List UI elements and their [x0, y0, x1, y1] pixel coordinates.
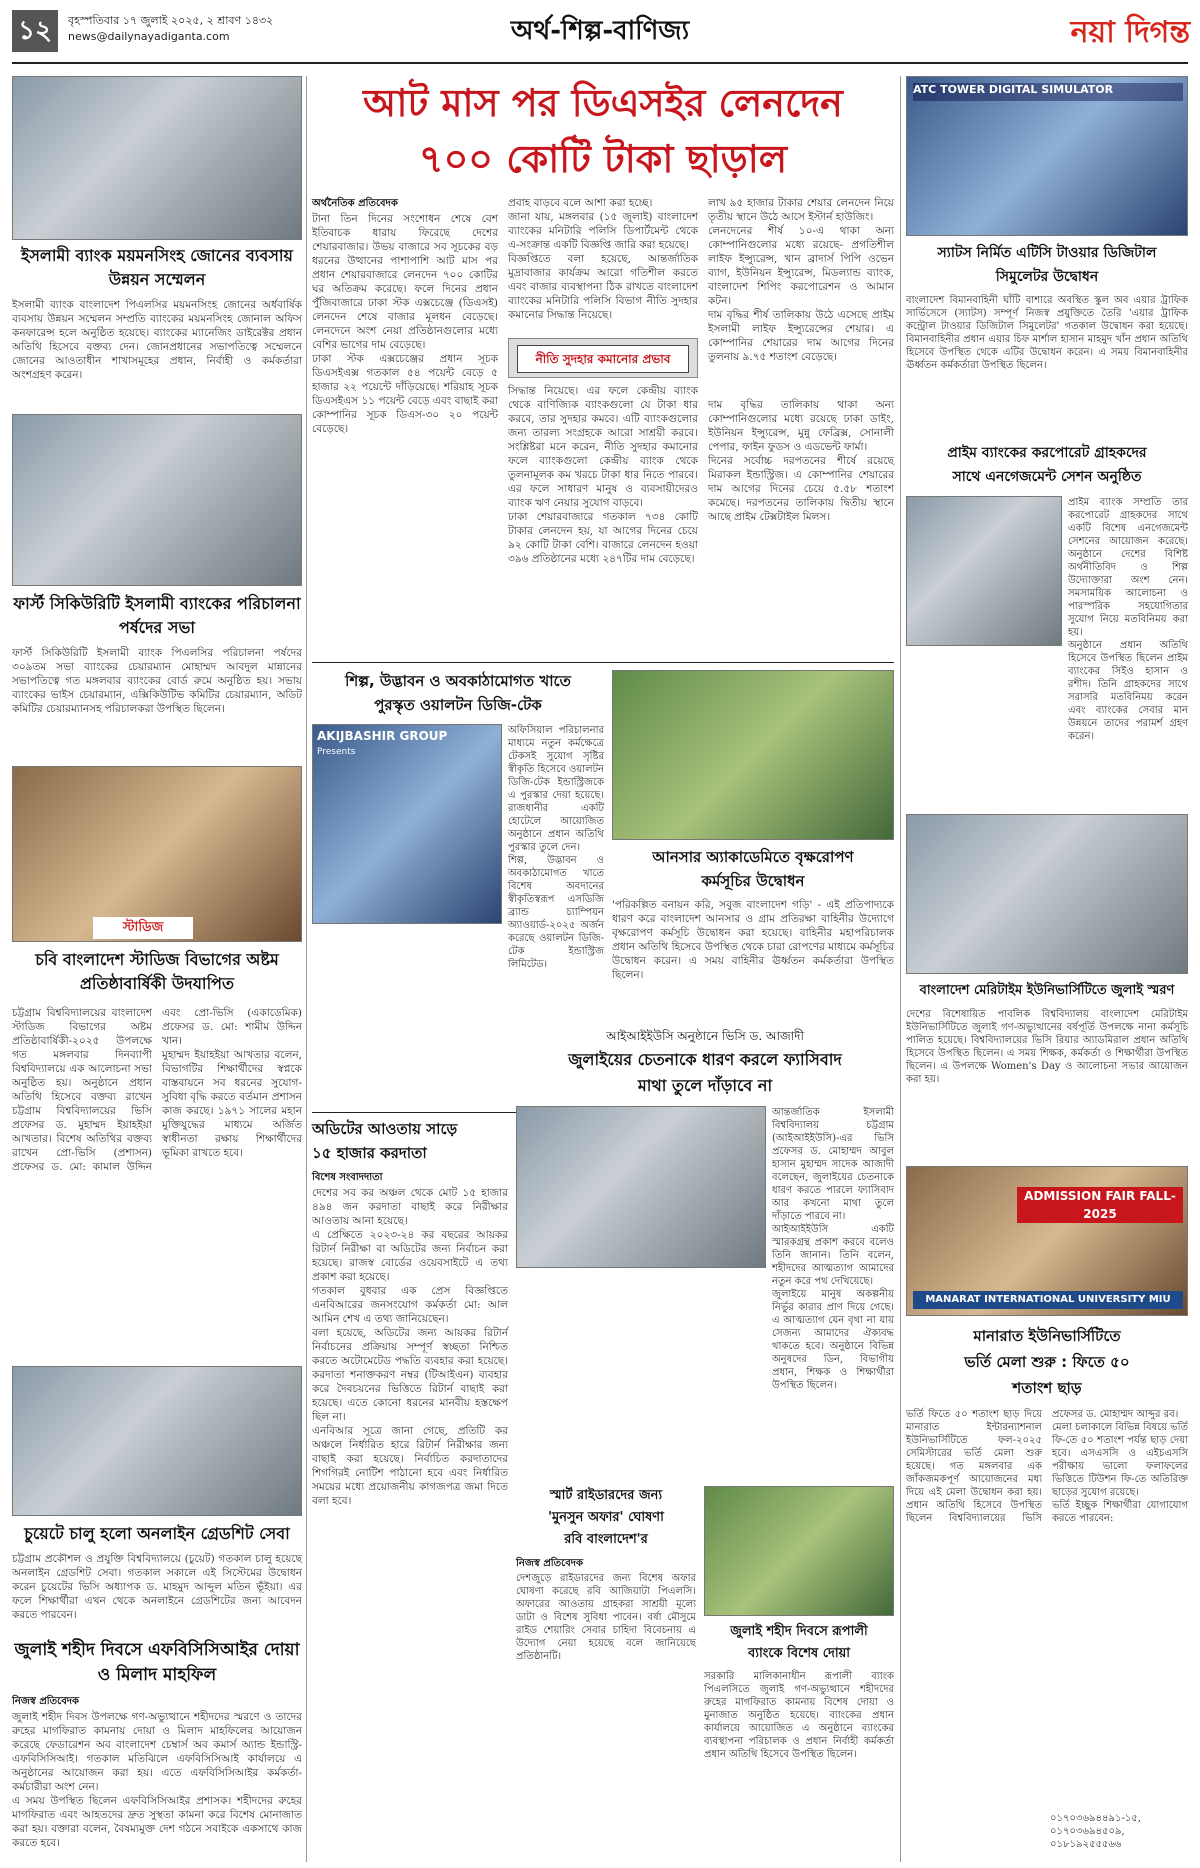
- iiuc-headline-2: মাথা তুলে দাঁড়াবে না: [637, 1076, 773, 1095]
- page-number-badge: [12, 10, 58, 52]
- ansar-story: [612, 670, 898, 1020]
- rupali-photo: [704, 1486, 894, 1616]
- robi-headline-2: 'মুনসুন অফার' ঘোষণা: [548, 1510, 664, 1525]
- iiuc-kicker: আইআইইউসি অনুষ্ঠানে ভিসি ড. আজাদী: [606, 1029, 804, 1043]
- robi-byline: নিজস্ব প্রতিবেদক: [516, 1558, 584, 1569]
- rupali-headline-2: ব্যাংকে বিশেষ দোয়া: [747, 1646, 851, 1661]
- vat-headline-2: ১৫ হাজার করদাতা: [312, 1144, 427, 1162]
- miu-headline-2: ভর্তি মেলা শুরু : ফিতে ৫০: [964, 1353, 1130, 1371]
- fbcci-text: জুলাই শহীদ দিবস উপলক্ষে গণ-অভ্যুত্থানে শহীদদের স্মরণে ও তাদের রুহের মাগফিরাত কামনায় দোয়া ও মিলাদ মাহফিলের আয়োজন করেছে ফেডারেশন অব বাংলাদেশ চেম্বার্স অব কমার্স অ্যান্ড ইন্ডাস্ট্রি-এফবিসিসিআই। গতকাল মতিঝিলে এফবিসিসিআই কার্যালয়ে এ অনুষ্ঠানের আয়োজন করা হয়। এতে এফবিসিসিআইর কর্মকর্তা-কর্মচারীরা অংশ নেন। এ সময় উপস্থিত ছিলেন এফবিসিসিআইর প্রশাসক। শহীদদের রুহের মাগফিরাত এবং আহতদের দ্রুত সুস্থতা কামনা করে বিশেষ মোনাজাত করা হয়। বক্তারা বলেন, বৈষম্যমুক্ত দেশ গঠনে সবাইকে একসাথে কাজ করতে হবে।: [12, 1711, 302, 1849]
- lead-col-2: প্রবাহ বাড়বে বলে আশা করা হচ্ছে। জানা যায়, মঙ্গলবার (১৫ জুলাই) বাংলাদেশ ব্যাংকের মনিটারি পলিসি ডিপার্টমেন্ট থেকে এ-সংক্রান্ত একটি বিজ্ঞপ্তি জারি করা হয়েছে। বিজ্ঞপ্তিতে বলা হয়েছে, আন্তর্জাতিক মুদ্রাবাজার কার্যক্রম আরো গতিশীল করতে এবং বাজার ব্যবস্থাপনা ঠিক রাখতে বাংলাদেশ ব্যাংকের মনিটারি পলিসি বিভাগ নীতি সুদহার কমানোর সিদ্ধান্ত নিয়েছে।: [508, 197, 698, 321]
- vat-story: [312, 1118, 508, 1862]
- lead-col-3b: দাম বৃদ্ধির তালিকায় থাকা অন্য কোম্পানিগুলোর মধ্যে রয়েছে ঢাকা ডাইং, ইউনিয়ন ইন্স্যুরেন্স, মুন্নু ফেব্রিক্স, সোনালী পেপার, ফাইন ফুডস ও এডভেন্ট ফার্মা। দিনের সর্বোচ্চ দরপতনের শীর্ষে রয়েছে মিরাকল ইন্ডাস্ট্রিজ। এ কোম্পানির শেয়ারের দাম আগের দিনের চেয়ে ৫.৫৮ শতাংশ কমেছে। দরপতনের তালিকায় দ্বিতীয় স্থানে আছে প্রাইম টেক্সটাইল মিলস।: [708, 399, 894, 523]
- fsib-text: ফার্স্ট সিকিউরিটি ইসলামী ব্যাংক পিএলসির পরিচালনা পর্ষদের ৩০৯তম সভা ব্যাংকের চেয়ারম্যান মোহাম্মদ আবদুল মান্নানের সভাপতিত্বে গত মঙ্গলবার ব্যাংকের বোর্ড রুমে অনুষ্ঠিত হয়। সভায় ব্যাংকের ভাইস চেয়ারম্যান, এক্সিকিউটিভ কমিটির চেয়ারম্যান, অডিট কমিটির চেয়ারম্যানসহ পরিচালকরা উপস্থিত ছিলেন।: [12, 647, 306, 715]
- atc-headline-2: সিমুলেটর উদ্বোধন: [995, 269, 1099, 285]
- rupali-text: সরকারি মালিকানাধীন রূপালী ব্যাংক পিএলসিতে জুলাই গণ-অভ্যুত্থানে শহীদদের রুহের মাগফিরাত কামনায় বিশেষ দোয়া ও মুনাজাত অনুষ্ঠিত হয়েছে। ব্যাংকের প্রধান কার্যালয়ে আয়োজিত এ অনুষ্ঠানে ব্যাংকের ব্যবস্থাপনা পরিচালক ও প্রধান নির্বাহী কর্মকর্তা প্রধান অতিথি হিসেবে উপস্থিত ছিলেন।: [704, 1671, 898, 1760]
- date-line: বৃহস্পতিবার ১৭ জুলাই ২০২৫, ২ শ্রাবণ ১৪৩২: [68, 14, 274, 27]
- bmu-text: দেশের বিশেষায়িত পাবলিক বিশ্ববিদ্যালয় বাংলাদেশ মেরিটাইম ইউনিভার্সিটিতে জুলাই গণ-অভ্যুত্থানের বর্ষপূর্তি উপলক্ষে নানা কর্মসূচি পালিত হয়েছে। বিশ্ববিদ্যালয়ের ভিসি রিয়ার অ্যাডমিরাল প্রধান অতিথি হিসেবে উপস্থিত ছিলেন। এ সময় শিক্ষক, কর্মকর্তা ও শিক্ষার্থীরা উপস্থিত ছিলেন। এ উপলক্ষে Women's Day ও আলোচনা সভার আয়োজন করা হয়।: [906, 1009, 1192, 1085]
- ansar-headline-2: কর্মসূচির উদ্বোধন: [701, 872, 805, 890]
- iiuc-text: আন্তর্জাতিক ইসলামী বিশ্ববিদ্যালয় চট্টগ্রাম (আইআইইউসি)-এর ভিসি প্রফেসর ড. মোহাম্মদ আবুল হাসান মুহাম্মদ সাদেক আজাদী বলেছেন, জুলাইয়ের চেতনাকে ধারণ করতে পারলে ফ্যাসিবাদ আর কখনো মাথা তুলে দাঁড়াতে পারবে না। আইআইইউসি একটি স্মারকগ্রন্থ প্রকাশ করবে বলেও তিনি জানান। তিনি বলেন, শহীদদের আত্মত্যাগ আমাদের নতুন করে পথ দেখিয়েছে। জুলাইয়ে মানুষ অকল্পনীয় নির্ভুর কারার প্রাণ দিয়ে গেছে। এ আত্মত্যাগ যেন বৃথা না যায় সেজন্য আমাদের ঐক্যবদ্ধ থাকতে হবে। অনুষ্ঠানে বিভিন্ন অনুষদের ডিন, বিভাগীয় প্রধান, শিক্ষক ও শিক্ষার্থীরা উপস্থিত ছিলেন।: [772, 1107, 894, 1391]
- islami-bank-headline: ইসলামী ব্যাংক ময়মনসিংহ জোনের ব্যবসায় উন্নয়ন সম্মেলন: [21, 246, 293, 289]
- miu-photo: [906, 1166, 1188, 1316]
- lead-headline-1: আট মাস পর ডিএসইর লেনদেন: [363, 81, 843, 125]
- robi-text: দেশজুড়ে রাইডারদের জন্য বিশেষ অফার ঘোষণা করেছে রবি আজিয়াটা পিএলসি। অফারের আওতায় গ্রাহকরা সাশ্রয়ী মূল্যে ডাটা ও বিশেষ সুবিধা পাবেন। বর্ষা মৌসুমে রাইড শেয়ারিং সেবার চাহিদা বিবেচনায় এ উদ্যোগ নেয়া হয়েছে বলে জানিয়েছে প্রতিষ্ঠানটি।: [516, 1573, 700, 1662]
- rupali-headline-1: জুলাই শহীদ দিবসে রূপালী: [730, 1624, 868, 1639]
- cu-studies-photo: [12, 766, 302, 942]
- vat-headline-1: অডিটের আওতায় সাড়ে: [312, 1120, 458, 1138]
- cuet-text: চট্টগ্রাম প্রকৌশল ও প্রযুক্তি বিশ্ববিদ্যালয়ে (চুয়েট) গতকাল চালু হয়েছে অনলাইন গ্রেডশিট সেবা। গতকাল সকালে এই সিস্টেমের উদ্বোধন করেন চুয়েটের ভিসি অধ্যাপক ড. মাহমুদ আব্দুল মতিন ভূঁইয়া। এর ফলে শিক্ষার্থীরা এখন থেকে অনলাইনে গ্রেডশিটের জন্য আবেদন করতে পারবেন।: [12, 1553, 306, 1621]
- lead-headline-2: ৭০০ কোটি টাকা ছাড়াল: [418, 137, 788, 181]
- lead-col-2b: সিদ্ধান্ত নিয়েছে। এর ফলে কেন্দ্রীয় ব্যাংক থেকে বাণিজ্যিক ব্যাংকগুলো যে টাকা ধার করবে, তার সুদহার কমবে। এটি ব্যাংকগুলোর জন্য তারল্য সংগ্রহকে আরো সাশ্রয়ী করবে। সংশ্লিষ্টরা মনে করেন, নীতি সুদহার কমানোর ফলে ব্যাংকগুলো কেন্দ্রীয় ব্যাংক থেকে তুলনামূলক কম খরচে টাকা ধার নিতে পারবে। এর ফলে সাধারণ মানুষ ও ব্যবসায়ীদেরও ব্যাংক ঋণ নেয়ার সুযোগ বাড়বে। ঢাকা শেয়ারবাজারে গতকাল ৭৩৪ কোটি টাকার লেনদেন হয়, যা আগের দিনের চেয়ে ৯২ কোটি টাকা বেশি। বাজারে লেনদেন হওয়া ৩৯৬ প্রতিষ্ঠানের মধ্যে ২৪৭টির দাম বেড়েছে।: [508, 385, 698, 565]
- miu-banner-sub: MANARAT INTERNATIONAL UNIVERSITY MIU: [913, 1291, 1183, 1309]
- cuet-photo: [12, 1366, 302, 1516]
- right-column: [906, 76, 1192, 1862]
- cu-studies-headline: চবি বাংলাদেশ স্টাডিজ বিভাগের অষ্টম প্রতিষ্ঠাবার্ষিকী উদযাপিত: [35, 950, 279, 993]
- ansar-headline-1: আনসার অ্যাকাডেমিতে বৃক্ষরোপণ: [652, 848, 854, 866]
- walton-headline-1: শিল্প, উদ্ভাবন ও অবকাঠামোগত খাতে: [345, 672, 571, 690]
- newspaper-logo: নয়া দিগন্ত: [1070, 15, 1190, 50]
- atc-headline-1: স্যাটস নির্মিত এটিসি টাওয়ার ডিজিটাল: [937, 245, 1157, 261]
- lead-box-title: নীতি সুদহার কমানোর প্রভাব: [517, 345, 689, 373]
- vat-text: দেশের সব কর অঞ্চল থেকে মোট ১৫ হাজার ৪৯৪ জন করদাতা বাছাই করে নিরীক্ষার আওতায় আনা হয়েছে। এ প্রেক্ষিতে ২০২৩-২৪ কর বছরের আয়কর রিটার্ন নিরীক্ষা বা অডিটের জন্য নির্বাচন করা হয়েছে। রাজস্ব বোর্ডের ওয়েবসাইটে এ তথ্য প্রকাশ করা হয়েছে। গতকাল বুধবার এক প্রেস বিজ্ঞপ্তিতে এনবিআরের জনসংযোগ কর্মকর্তা মো: আল আমিন শেখ এ তথ্য জানিয়েছেন। বলা হয়েছে, অডিটের জন্য আয়কর রিটার্ন নির্বাচনের প্রক্রিয়ায় সম্পূর্ণ স্বচ্ছতা নিশ্চিত করতে অটোমেটেড পদ্ধতি ব্যবহার করা হয়েছে। করদাতা শনাক্তকরণ নম্বর (টিআইএন) ব্যবহার করে দৈবচয়নের ভিত্তিতে রিটার্ন বাছাই করা হয়েছে। এতে কোনো ধরনের মানবীয় হস্তক্ষেপ ছিল না। এনবিআর সূত্রে জানা গেছে, প্রতিটি কর অঞ্চলে নির্ধারিত হারে রিটার্ন নিরীক্ষার জন্য বাছাই করা হয়েছে। নির্বাচিত করদাতাদের শিগগিরই নোটিশ পাঠানো হবে এবং নির্ধারিত সময়ের মধ্যে প্রয়োজনীয় কাগজপত্র জমা দিতে বলা হবে।: [312, 1187, 508, 1507]
- islami-bank-text: ইসলামী ব্যাংক বাংলাদেশ পিএলসির ময়মনসিংহ জোনের অর্ধবার্ষিক ব্যবসায় উন্নয়ন সম্মেলন সম্প্রতি ব্যাংকের ময়মনসিংহ জোনাল অফিস কনফারেন্স হলে অনুষ্ঠিত হয়েছে। ব্যাংকের ম্যানেজিং ডাইরেক্টর প্রধান অতিথি হিসেবে বক্তব্য দেন। জোনপ্রধানের সভাপতিত্বে সম্মেলনে জোনের আওতাধীন শাখাসমূহের প্রধান, নির্বাহী ও কর্মকর্তারা অংশগ্রহণ করেন।: [12, 299, 306, 381]
- fbcci-byline: নিজস্ব প্রতিবেদক: [12, 1696, 80, 1707]
- left-column: [12, 76, 306, 1862]
- robi-headline-3: রবি বাংলাদেশ'র: [564, 1532, 648, 1547]
- islami-bank-photo: [12, 76, 302, 240]
- miu-banner: ADMISSION FAIR FALL-2025: [1017, 1187, 1183, 1223]
- prime-headline-1: প্রাইম ব্যাংকের করপোরেট গ্রাহকদের: [947, 445, 1147, 461]
- vat-byline: বিশেষ সংবাদদাতা: [312, 1172, 383, 1183]
- lead-byline: অর্থনৈতিক প্রতিবেদক: [312, 198, 398, 209]
- fsib-headline: ফার্স্ট সিকিউরিটি ইসলামী ব্যাংকের পরিচালনা পর্ষদের সভা: [13, 594, 301, 637]
- cu-studies-text: চট্টগ্রাম বিশ্ববিদ্যালয়ের বাংলাদেশ স্টাডিজ বিভাগের অষ্টম প্রতিষ্ঠাবার্ষিকী-২০২৫ উপলক্ষে গত মঙ্গলবার দিনব্যাপী বিশ্ববিদ্যালয়ে এক আলোচনা সভা অনুষ্ঠিত হয়। অনুষ্ঠানে প্রধান অতিথি হিসেবে বক্তব্য রাখেন চট্টগ্রাম বিশ্ববিদ্যালয়ের ভিসি প্রফেসর ড. মুহাম্মদ ইয়াহইয়া আখতার। বিশেষ অতিথির বক্তব্য রাখেন প্রো-ভিসি (প্রশাসন) প্রফেসর ড. মো: কামাল উদ্দিন এবং প্রো-ভিসি (একাডেমিক) প্রফেসর ড. মো: শামীম উদ্দিন খান। মুহাম্মদ ইয়াহইয়া আখতার বলেন, বিভাগটির শিক্ষার্থীদের স্বপ্নকে বাস্তবায়নে সব ধরনের সুযোগ-সুবিধা বৃদ্ধি করতে বর্তমান প্রশাসন কাজ করছে। ১৯৭১ সালের মহান মুক্তিযুদ্ধের মাধ্যমে অর্জিত স্বাধীনতা রক্ষায় শিক্ষার্থীদের ভূমিকা রাখতে হবে।: [12, 1007, 302, 1173]
- atc-text: বাংলাদেশ বিমানবাহিনী ঘাঁটি বাশারে অবস্থিত স্কুল অব এয়ার ট্রাফিক সার্ভিসেসে (স্যাটস) সম্পূর্ণ নিজস্ব প্রযুক্তিতে তৈরি 'এয়ার ট্রাফিক কন্ট্রোল টাওয়ার ডিজিটাল সিমুলেটর' গতকাল উদ্বোধন করা হয়েছে। বিমানবাহিনীর প্রধান এয়ার চিফ মার্শাল হাসান মাহমুদ খাঁন প্রধান অতিথি হিসেবে উপস্থিত থেকে এটির উদ্বোধন করেন। এ সময় বিমানবাহিনীর ঊর্ধ্বতন কর্মকর্তারা উপস্থিত ছিলেন।: [906, 295, 1192, 371]
- miu-headline-1: মানারাত ইউনিভার্সিটিতে: [973, 1327, 1121, 1345]
- cu-photo-caption: স্টাডিজ: [93, 917, 193, 939]
- iiuc-headline-1: জুলাইয়ের চেতনাকে ধারণ করলে ফ্যাসিবাদ: [568, 1050, 842, 1069]
- cuet-headline: চুয়েটে চালু হলো অনলাইন গ্রেডশিট সেবা: [24, 1524, 290, 1543]
- lead-col-3: লাখ ৯৫ হাজার টাকার শেয়ার লেনদেন নিয়ে তৃতীয় স্থানে উঠে আসে ইস্টার্ন হাউজিং। লেনদেনের শীর্ষ ১০-এ থাকা অন্য কোম্পানিগুলোর মধ্যে রয়েছে- প্রগতিশীল লাইফ ইন্স্যুরেন্স, খান ব্রাদার্স পিপি ওভেন ব্যাগ, ইউনিয়ন ইন্স্যুরেন্স, মিডল্যান্ড ব্যাংক, বাংলাদেশ শিপিং করপোরেশন ও আমান কটন। দাম বৃদ্ধির শীর্ষ তালিকায় উঠে এসেছে প্রাইম ইসলামী লাইফ ইন্স্যুরেন্সের শেয়ার। এ কোম্পানির শেয়ারের দাম আগের দিনের তুলনায় ৯.৭৫ শতাংশ বেড়েছে।: [708, 197, 894, 363]
- walton-text: অফিসিয়াল পরিচালনার মাধ্যমে নতুন কর্মক্ষেত্রে টেকসই সুযোগ সৃষ্টির স্বীকৃতি হিসেবে ওয়ালটন ডিজি-টেক ইন্ডাস্ট্রিজকে এ পুরস্কার দেয়া হয়েছে। রাজধানীর একটি হোটেলে আয়োজিত অনুষ্ঠানে প্রধান অতিথি পুরস্কার তুলে দেন। শিল্প, উদ্ভাবন ও অবকাঠামোগত খাতে বিশেষ অবদানের স্বীকৃতিস্বরূপ এসডিজি ব্র্যান্ড চ্যাম্পিয়ন অ্যাওয়ার্ড-২০২৫ অর্জন করেছে ওয়ালটন ডিজি-টেক ইন্ডাস্ট্রিজ লিমিটেড।: [508, 725, 605, 970]
- column-divider-2: [900, 76, 901, 1862]
- masthead-rule: [12, 62, 1188, 64]
- robi-story: [516, 1486, 700, 1862]
- lead-story: [312, 76, 894, 656]
- atc-banner: ATC TOWER DIGITAL SIMULATOR: [913, 83, 1183, 101]
- robi-headline-1: স্মার্ট রাইডারদের জন্য: [549, 1488, 663, 1503]
- prime-headline-2: সাথে এনগেজমেন্ট সেশন অনুষ্ঠিত: [952, 469, 1142, 485]
- ansar-photo: [612, 670, 894, 840]
- section-title: অর্থ-শিল্প-বাণিজ্য: [510, 16, 690, 46]
- fbcci-headline: জুলাই শহীদ দিবসে এফবিসিসিআইর দোয়া ও মিলাদ মাহফিল: [14, 1640, 300, 1685]
- column-divider-1: [306, 76, 307, 1862]
- prime-text: প্রাইম ব্যাংক সম্প্রতি তার করপোরেট গ্রাহকদের সাথে একটি বিশেষ এনগেজমেন্ট সেশনের আয়োজন করেছে। অনুষ্ঠানে দেশের বিশিষ্ট অর্থনীতিবিদ ও শিল্প উদ্যোক্তারা অংশ নেন। সমসাময়িক আলোচনা ও পারস্পরিক সহযোগিতার সুযোগ নিয়ে মতবিনিময় করা হয়। অনুষ্ঠানে প্রধান অতিথি হিসেবে উপস্থিত ছিলেন প্রাইম ব্যাংকের সিইও হাসান ও রশীদ। তিনি গ্রাহকদের সাথে সরাসরি মতবিনিময় করেন এবং ব্যাংকের সেবার মান উন্নয়নে তাদের পরামর্শ গ্রহণ করেন।: [1068, 497, 1188, 742]
- lead-col-1: টানা তিন দিনের সংশোধন শেষে বেশ ইতিবাচক ধারায় ফিরেছে দেশের শেয়ারবাজার। উভয় বাজারে সব সূচকের বড় ধরনের উত্থানের পাশাপাশি আট মাস পর প্রধান শেয়ারবাজারে লেনদেন ৭০০ কোটির ঘর অতিক্রম করেছে। ফলে দিনের প্রধান পুঁজিবাজারে ঢাকা স্টক এক্সচেঞ্জে (ডিএসই) লেনদেন শেষে বাজার মূলধন বেড়েছে। লেনদেনে অংশ নেয়া প্রতিষ্ঠানগুলোর মধ্যে বেশির ভাগের দাম বেড়েছে। ঢাকা স্টক এক্সচেঞ্জের প্রধান সূচক ডিএসইএক্স গতকাল ৫৪ পয়েন্ট বেড়ে ৫ হাজার ২২ পয়েন্টে দাঁড়িয়েছে। শরিয়াহ সূচক ডিএসইএস ১১ পয়েন্ট বেড়ে এবং বাছাই করা কোম্পানির সূচক ডিএস-৩০ ২০ পয়েন্ট বেড়েছে।: [312, 213, 498, 435]
- miu-phones: ০১৭০৩৬৯৪৪৯১-১৫, ০১৭০৩৬৯৪৫০৯, ০১৮১৯২৫৫৫৬৬: [1050, 1813, 1145, 1850]
- ansar-text: 'পরিকল্পিত বনায়ন করি, সবুজ বাংলাদেশ গড়ি' - এই প্রতিপাদ্যকে ধারণ করে বাংলাদেশ আনসার ও গ্রাম প্রতিরক্ষা বাহিনীর উদ্যোগে বৃক্ষরোপণ কর্মসূচি উদ্বোধন করা হয়েছে। বাহিনীর মহাপরিচালক প্রধান অতিথি হিসেবে উপস্থিত থেকে চারা রোপণের মাধ্যমে কর্মসূচির উদ্বোধন করেন। এ সময় বাহিনীর ঊর্ধ্বতন কর্মকর্তারা উপস্থিত ছিলেন।: [612, 899, 898, 981]
- page-number: ১২: [18, 16, 52, 46]
- lead-bottom-rule: [312, 662, 894, 663]
- bmu-headline: বাংলাদেশ মেরিটাইম ইউনিভার্সিটিতে জুলাই স্মরণ: [919, 983, 1175, 998]
- rupali-story: [704, 1486, 898, 1862]
- walton-banner: AKIJBASHIR GROUP: [317, 729, 448, 743]
- bmu-photo: [906, 814, 1188, 974]
- fsib-photo: [12, 414, 302, 586]
- masthead: [0, 0, 1200, 68]
- walton-headline-2: পুরস্কৃত ওয়ালটন ডিজি-টেক: [374, 696, 542, 714]
- email: news@dailynayadiganta.com: [68, 30, 230, 43]
- iiuc-story: [516, 1028, 894, 1478]
- lead-box: [508, 338, 698, 378]
- atc-photo: [906, 76, 1188, 236]
- miu-text: ভর্তি ফিতে ৫০ শতাংশ ছাড় দিয়ে মানারাত ইন্টারন্যাশনাল ইউনিভার্সিটিতে ফল-২০২৫ সেমিস্টারের ভর্তি মেলা শুরু হয়েছে। গত মঙ্গলবার এক জাঁকজমকপূর্ণ আয়োজনের মধ্য দিয়ে এই মেলা উদ্বোধন করা হয়। প্রধান অতিথি হিসেবে উপস্থিত ছিলেন বিশ্ববিদ্যালয়ের ভিসি প্রফেসর ড. মোহাম্মদ আব্দুর রব। মেলা চলাকালে বিভিন্ন বিষয়ে ভর্তি ফি-তে ৫০ শতাংশ পর্যন্ত ছাড় দেয়া হবে। এসএসসি ও এইচএসসি পরীক্ষায় ভালো ফলাফলের ভিত্তিতে টিউশন ফি-তে অতিরিক্ত ছাড়ের সুযোগ রয়েছে। ভর্তি ইচ্ছুক শিক্ষার্থীরা যোগাযোগ করতে পারবেন:: [906, 1409, 1188, 1524]
- miu-headline-3: শতাংশ ছাড়: [1012, 1379, 1082, 1397]
- walton-banner-sub: Presents: [317, 747, 356, 757]
